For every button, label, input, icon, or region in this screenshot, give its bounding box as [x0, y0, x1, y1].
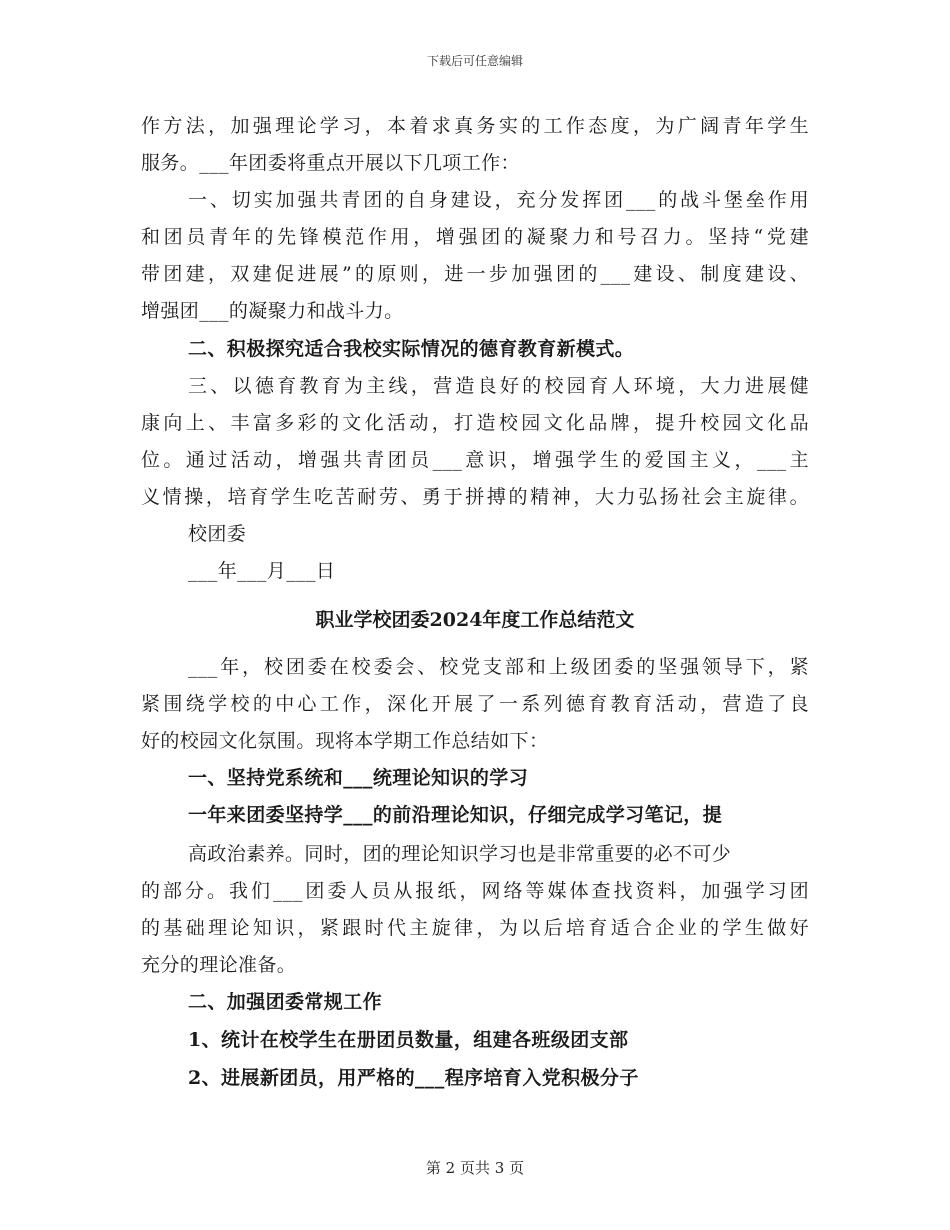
paragraph-line: 三、以德育教育为主线，营造良好的校园育人环境，大力进展健 — [188, 375, 809, 397]
paragraph-line: ___年，校团委在校委会、校党支部和上级团委的坚强领导下，紧 — [188, 656, 809, 678]
paragraph-line: 康向上、丰富多彩的文化活动，打造校园文化品牌，提升校园文化品 — [141, 412, 809, 434]
paragraph-line: 的部分。我们___团委人员从报纸，网络等媒体查找资料，加强学习团 — [141, 880, 809, 902]
paragraph-line: 的基础理论知识，紧跟时代主旋律，为以后培育适合企业的学生做好 — [141, 917, 809, 939]
paragraph-line: 好的校园文化氛围。现将本学期工作总结如下： — [141, 730, 549, 752]
signature-org: 校团委 — [188, 523, 247, 545]
document-title: 职业学校团委2024年度工作总结范文 — [315, 609, 635, 631]
paragraph-line: 一、切实加强共青团的自身建设，充分发挥团___的战斗堡垒作用 — [188, 189, 809, 211]
section-heading: 二、积极探究适合我校实际情况的德育教育新模式。 — [188, 338, 635, 360]
paragraph-line: 高政治素养。同时，团的理论知识学习也是非常重要的必不可少 — [188, 843, 732, 865]
page-header: 下载后可任意编辑 — [426, 54, 523, 68]
section-heading: 一年来团委坚持学___的前沿理论知识，仔细完成学习笔记，提 — [188, 804, 723, 826]
paragraph-line: 作方法，加强理论学习，本着求真务实的工作态度，为广阔青年学生 — [141, 115, 809, 137]
paragraph-line: 增强团___的凝聚力和战斗力。 — [141, 300, 404, 322]
paragraph-line: 带团建，双建促进展”的原则，进一步加强团的___建设、制度建设、 — [141, 263, 809, 285]
list-item: 1、统计在校学生在册团员数量，组建各班级团支部 — [188, 1029, 629, 1051]
signature-date: ___年___月___日 — [188, 560, 336, 582]
paragraph-line: 紧围绕学校的中心工作，深化开展了一系列德育教育活动，营造了良 — [141, 693, 809, 715]
paragraph-line: 充分的理论准备。 — [141, 954, 297, 976]
paragraph-line: 义情操，培育学生吃苦耐劳、勇于拼搏的精神，大力弘扬社会主旋律。 — [141, 486, 809, 508]
paragraph-line: 位。通过活动，增强共青团员___意识，增强学生的爱国主义，___主 — [141, 449, 809, 471]
list-item: 2、进展新团员，用严格的___程序培育入党积极分子 — [188, 1067, 639, 1089]
paragraph-line: 和团员青年的先锋模范作用，增强团的凝聚力和号召力。坚持“党建 — [141, 226, 809, 248]
section-heading: 一、坚持党系统和___统理论知识的学习 — [188, 767, 529, 789]
page-footer: 第 2 页共 3 页 — [425, 1159, 525, 1177]
section-heading: 二、加强团委常规工作 — [188, 991, 383, 1013]
paragraph-line: 服务。___年团委将重点开展以下几项工作： — [141, 152, 520, 174]
